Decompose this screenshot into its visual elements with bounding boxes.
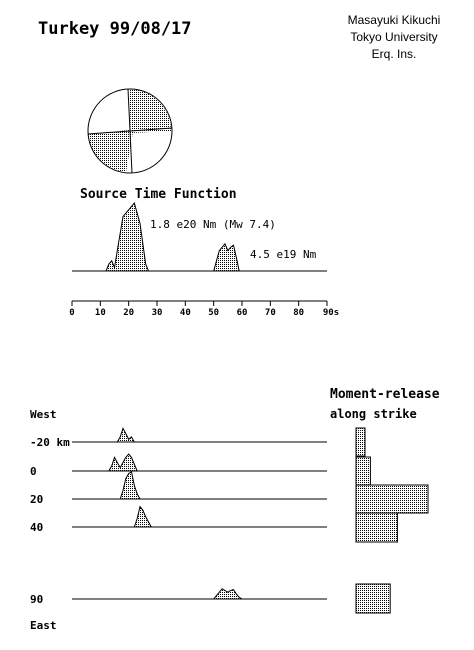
- side-label-east: East: [30, 619, 57, 632]
- author-name: Masayuki Kikuchi: [347, 13, 441, 27]
- trace-row-label-1: 0: [30, 465, 37, 478]
- side-label-west: West: [30, 408, 57, 421]
- moment-bar-2: [356, 485, 428, 513]
- trace-series-2: [72, 472, 327, 499]
- figure-title: Turkey 99/08/17: [38, 19, 192, 39]
- author-affiliation: Tokyo University: [350, 30, 438, 44]
- focal-mechanism-beachball: [88, 89, 172, 173]
- moment-bar-0: [356, 428, 365, 456]
- trace-series-0: [72, 428, 327, 442]
- author-institute: Erq. Ins.: [371, 47, 417, 61]
- moment-bar-1: [356, 457, 370, 485]
- stf-title: Source Time Function: [80, 187, 237, 202]
- trace-series-3: [72, 507, 327, 527]
- stf-annotation-main: 1.8 e20 Nm (Mw 7.4): [150, 218, 276, 231]
- trace-row-label-2: 20: [30, 493, 44, 506]
- stf-tick-label-70: 70: [264, 308, 276, 318]
- trace-series-4: [72, 589, 327, 599]
- subevent-traces: [30, 428, 327, 606]
- moment-bar-4: [356, 584, 390, 613]
- stf-tick-label-50: 50: [208, 308, 220, 318]
- stf-tick-label-90: 90s: [322, 308, 340, 318]
- moment-release-title: Moment-release: [330, 387, 440, 402]
- stf-tick-label-30: 30: [151, 308, 163, 318]
- stf-tick-label-60: 60: [236, 308, 248, 318]
- moment-release-bars: [356, 428, 428, 613]
- stf-tick-label-10: 10: [94, 308, 106, 318]
- stf-tick-label-20: 20: [123, 308, 135, 318]
- stf-annotation-secondary: 4.5 e19 Nm: [250, 248, 317, 261]
- stf-time-axis: [69, 301, 339, 318]
- moment-bar-3: [356, 513, 397, 542]
- trace-series-1: [72, 454, 327, 471]
- trace-row-label-0: -20 km: [30, 436, 70, 449]
- stf-tick-label-0: 0: [69, 308, 75, 318]
- stf-tick-label-80: 80: [293, 308, 305, 318]
- trace-row-label-3: 40: [30, 521, 44, 534]
- stf-tick-label-40: 40: [179, 308, 191, 318]
- moment-release-subtitle: along strike: [330, 407, 417, 421]
- trace-row-label-4: 90: [30, 593, 44, 606]
